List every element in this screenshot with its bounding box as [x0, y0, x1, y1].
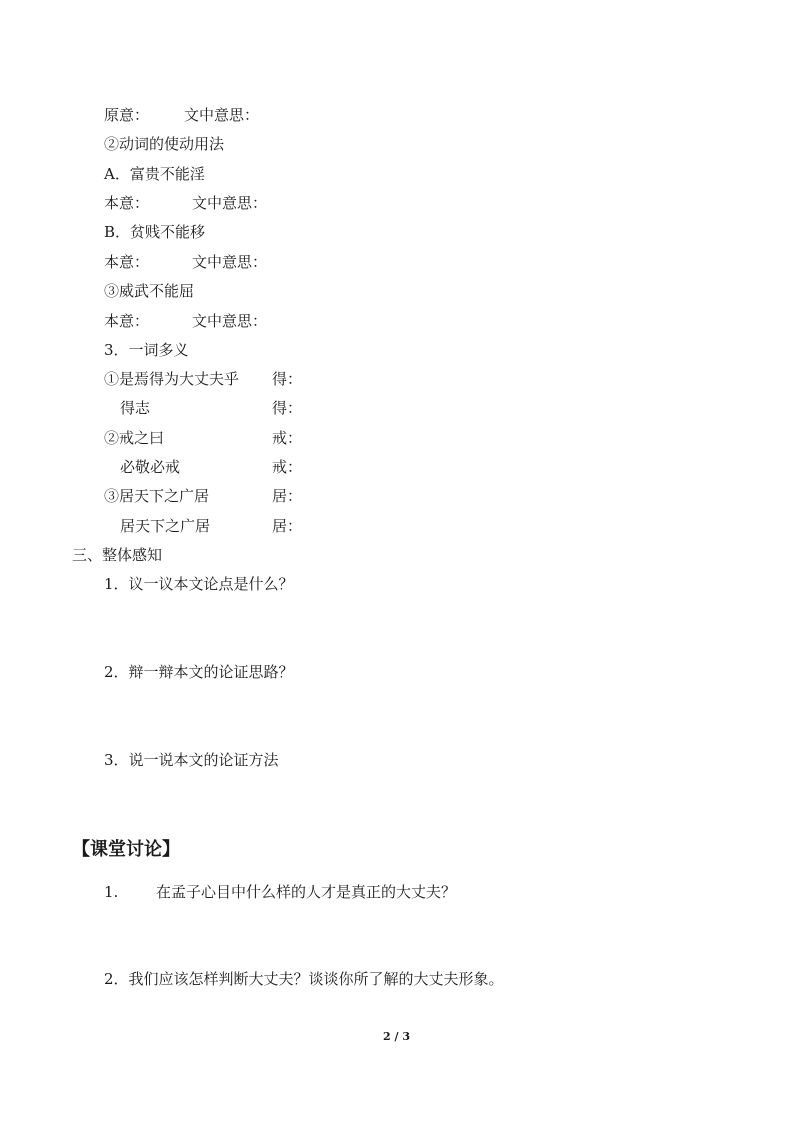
- polysemy-word: 得：: [272, 370, 303, 388]
- original-meaning-label: 本意：: [104, 312, 150, 330]
- polysemy-word: 戒：: [272, 458, 303, 476]
- polysemy-sentence: 必敬必戒: [120, 458, 181, 476]
- polysemy-word: 居：: [272, 487, 303, 505]
- question-3: 3．说一说本文的论证方法: [104, 751, 279, 769]
- question-1: 1．议一议本文论点是什么？: [104, 575, 294, 593]
- polysemy-sentence: ③居天下之广居: [104, 487, 210, 505]
- discussion-q1-text: 在孟子心目中什么样的人才是真正的大丈夫？: [156, 883, 457, 901]
- original-meaning-label: 原意：: [104, 106, 150, 124]
- context-meaning-label: 文中意思：: [192, 194, 268, 212]
- context-meaning-label: 文中意思：: [192, 253, 268, 271]
- question-2: 2．辩一辩本文的论证思路？: [104, 663, 294, 681]
- item-b: B．贫贱不能移: [104, 223, 206, 241]
- section-polysemy: 3．一词多义: [104, 341, 189, 359]
- polysemy-sentence: 得志: [120, 399, 151, 417]
- item-3: ③威武不能屈: [104, 282, 195, 300]
- section-overall-perception: 三、整体感知: [72, 546, 163, 564]
- context-meaning-label: 文中意思：: [192, 312, 268, 330]
- discussion-q1-number: 1.: [104, 883, 119, 901]
- polysemy-sentence: ②戒之曰: [104, 429, 165, 447]
- item-a: A．富贵不能淫: [104, 165, 205, 183]
- context-meaning-label: 文中意思：: [184, 106, 260, 124]
- discussion-heading: 【课堂讨论】: [72, 839, 180, 860]
- page-number: 2 / 3: [383, 1030, 410, 1043]
- polysemy-sentence: 居天下之广居: [120, 517, 211, 535]
- discussion-q2: 2．我们应该怎样判断大丈夫？谈谈你所了解的大丈夫形象。: [104, 970, 504, 988]
- subsection-causative-verb: ②动词的使动用法: [104, 135, 225, 153]
- polysemy-sentence: ①是焉得为大丈夫乎: [104, 370, 240, 388]
- polysemy-word: 戒：: [272, 429, 303, 447]
- polysemy-word: 得：: [272, 399, 303, 417]
- polysemy-word: 居：: [272, 517, 303, 535]
- original-meaning-label: 本意：: [104, 194, 150, 212]
- original-meaning-label: 本意：: [104, 253, 150, 271]
